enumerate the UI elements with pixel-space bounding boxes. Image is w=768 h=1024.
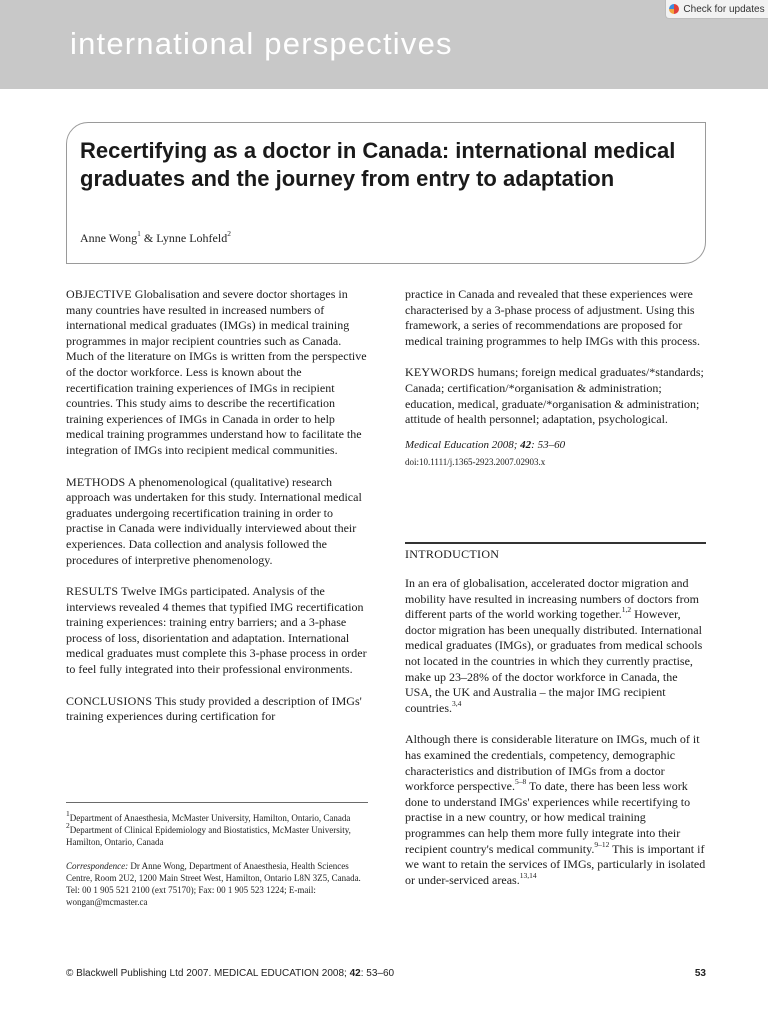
- conclusions-label: CONCLUSIONS: [66, 693, 153, 708]
- author-affiliation-mark: 1: [137, 229, 141, 238]
- reference-mark[interactable]: 1,2: [621, 605, 632, 615]
- citation-volume: 42: [520, 438, 532, 451]
- doi[interactable]: doi:10.1111/j.1365-2923.2007.02903.x: [405, 457, 546, 468]
- objective-label: OBJECTIVE: [66, 287, 132, 301]
- results-label: RESULTS: [66, 584, 119, 599]
- abstract-objective: [66, 287, 368, 459]
- author-affiliation-mark: 2: [227, 229, 231, 238]
- abstract-conclusions-continued: practice in Canada and revealed that these experiences were characterised by a 3-phase process of adjustment. Using this framework, a series of recommendations are proposed for medical training programmes to help IMGs with this process.: [405, 287, 700, 348]
- footnotes: [66, 809, 372, 908]
- abstract-left-column: [66, 287, 368, 725]
- reference-mark[interactable]: 3,4: [452, 698, 462, 708]
- correspondence-text: Dr Anne Wong, Department of Anaesthesia, Health Sciences Centre, Room 2U2, 1200 Main Street West, Hamilton, Ontario L8N 3Z5, Canada. Tel: 00 1 905 521 2100 (ext 75170); Fax: 00 1 905 523 1224; E-mail: wongan@mcmaster.ca: [66, 861, 361, 907]
- author-line: [80, 231, 231, 246]
- correspondence: [66, 860, 372, 908]
- results-text: Twelve IMGs participated. Analysis of the interviews revealed 4 themes that typified IMG recertification training experiences: training entry barriers; and a 3-phase process of loss, disorientation and adaptation. International medical graduates must complete this 3-phase process in order to feel fully integrated into their professional environments.: [66, 584, 367, 677]
- abstract-conclusions: [66, 694, 368, 725]
- abstract-methods: [66, 475, 368, 569]
- reference-mark[interactable]: 9–12: [594, 839, 610, 849]
- copyright-text: © Blackwell Publishing Ltd 2007. MEDICAL EDUCATION 2008;: [66, 968, 350, 979]
- affiliation-text: Department of Anaesthesia, McMaster University, Hamilton, Ontario, Canada: [69, 813, 351, 823]
- methods-label: METHODS: [66, 474, 126, 489]
- introduction-divider: [405, 542, 706, 544]
- footer-copyright: [66, 968, 394, 979]
- abstract-results: [66, 584, 368, 678]
- affiliation-2: [66, 821, 372, 848]
- keywords: [405, 365, 706, 427]
- footnote-divider: [66, 802, 368, 803]
- reference-mark[interactable]: 5–8: [514, 777, 527, 787]
- journal-citation: [405, 438, 706, 454]
- crossmark-icon: [669, 4, 679, 14]
- introduction-paragraph: [405, 576, 706, 716]
- citation-journal: Medical Education 2008;: [405, 438, 521, 451]
- author-name: Lynne Lohfeld: [156, 231, 228, 245]
- citation-pages: : 53–60: [531, 438, 566, 451]
- section-banner: [0, 0, 768, 89]
- objective-text: Globalisation and severe doctor shortages in many countries have resulted in increased numbers of international medical graduates (IMGs) in medical training programmes in major recipient countries such as Canada. Much of the literature on IMGs is written from the perspective of the doctor workforce. Less is known about the recertification training experiences of IMGs in recipient countries. This study aims to describe the recertification training experiences of IMGs in Canada in order to help medical training programmes understand how to facilitate the integration of IMGs into recipient medical communities.: [66, 287, 367, 457]
- conclusions-text: This study provided a description of IMGs' training experiences during certification for: [66, 693, 362, 724]
- methods-text: A phenomenological (qualitative) research approach was undertaken for this study. International medical graduates undergoing recertification training in order to practise in Canada were individually interviewed about their experiences. Data collection and analysis followed the procedures of interpretive phenomenology.: [66, 474, 362, 567]
- affiliation-text: Department of Clinical Epidemiology and Biostatistics, McMaster University, Hamilton, Ontario, Canada: [66, 825, 351, 847]
- affiliation-mark: 1: [66, 809, 70, 818]
- paragraph-text: In an era of globalisation, accelerated doctor migration and mobility have resulted in increasing numbers of doctors from different parts of the world working together.: [405, 576, 699, 622]
- correspondence-label: Correspondence:: [66, 861, 129, 871]
- section-title: international perspectives: [70, 26, 453, 61]
- keywords-label: KEYWORDS: [405, 365, 475, 380]
- introduction-body: [405, 576, 706, 888]
- abstract-right-column: [405, 287, 706, 471]
- paper-title: Recertifying as a doctor in Canada: international medical graduates and the journey from entry to adaptation: [80, 138, 676, 191]
- introduction-heading: INTRODUCTION: [405, 547, 500, 561]
- reference-mark[interactable]: 13,14: [519, 870, 537, 880]
- author-separator: &: [140, 231, 157, 245]
- paragraph-text: However, doctor migration has been unequally distributed. International medical graduates (IMGs), or graduates from medical schools not located in the countries in which they currently practise, make up 23–28% of the doctor workforce in Canada, the USA, the UK and Australia – the major IMG recipient countries.: [405, 607, 703, 715]
- paragraph-text: Although there is considerable literature on IMGs, much of it has examined the credentials, competency, demographic characteristics and distribution of IMGs from a doctor workforce perspective.: [405, 732, 700, 794]
- keywords-text: humans; foreign medical graduates/*standards; Canada; certification/*organisation & administration; education, medical, graduate/*organisation & administration; attitude of health personnel; adaptation, psychological.: [405, 365, 704, 427]
- check-for-updates-button[interactable]: [665, 0, 768, 19]
- introduction-paragraph: [405, 732, 706, 888]
- paragraph-text: This is important if we want to retain the services of IMGs, particularly in isolated or under-serviced areas.: [405, 841, 706, 887]
- affiliation-mark: 2: [66, 821, 70, 830]
- affiliation-1: [66, 809, 372, 824]
- page-number: 53: [694, 968, 706, 979]
- check-for-updates-label: Check for updates: [683, 3, 765, 15]
- author-name: Anne Wong: [80, 231, 138, 245]
- footer-volume: 42: [349, 968, 361, 979]
- footer-pages: : 53–60: [360, 968, 395, 979]
- paragraph-text: To date, there has been less work done to understand IMGs' experiences while recertifying to practise in a new country, or how medical training programmes can help them more fully integrate into their recipient country's medical community.: [405, 779, 691, 856]
